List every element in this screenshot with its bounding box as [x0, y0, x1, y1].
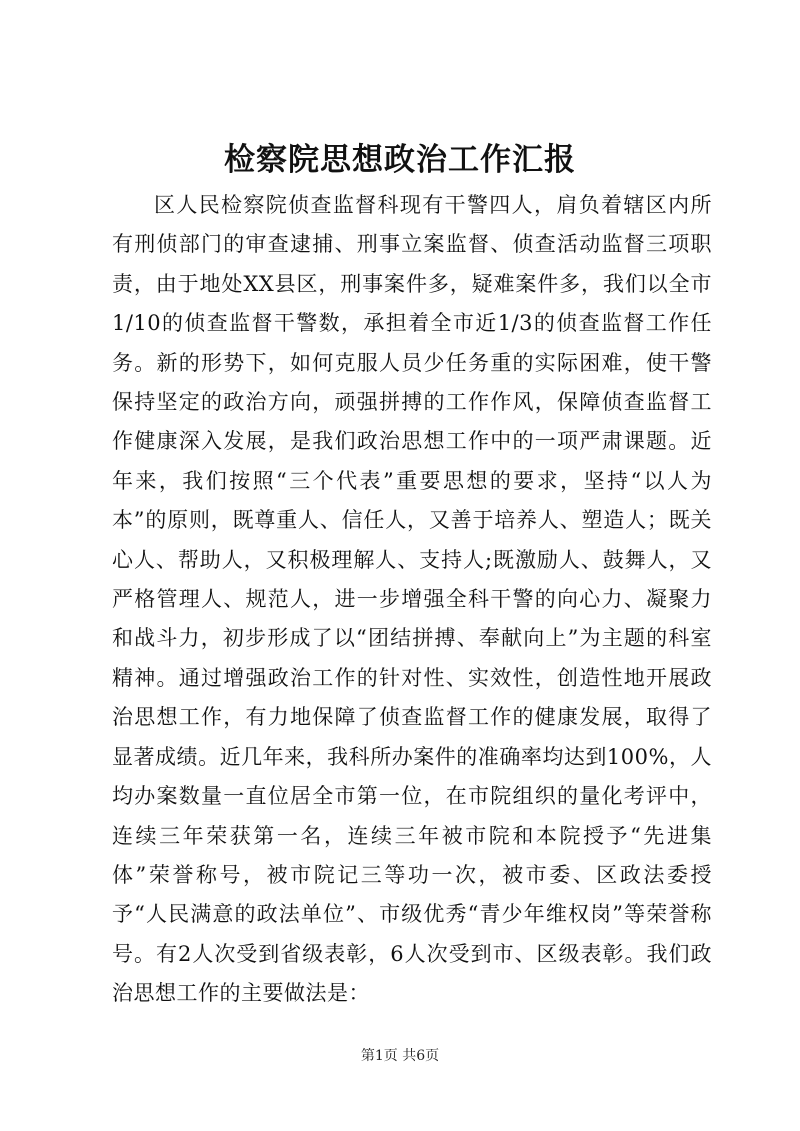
document-title: 检察院思想政治工作汇报 — [224, 142, 576, 178]
page-footer: 第1页 共6页 — [360, 1048, 440, 1064]
body-paragraph: 区人民检察院侦查监督科现有干警四人，肩负着辖区内所有刑侦部门的审查逮捕、刑事立案监督、侦查活动监督三项职责，由于地处XX县区，刑事案件多，疑难案件多，我们以全市1/10的侦查监督干警数，承担着全市近1/3的侦查监督工作任务。新的形势下，如何克服人员少任务重的实际困难，使干警保持坚定的政治方向，顽强拼搏的工作作风，保障侦查监督工作健康深入发展，是我们政治思想工作中的一项严肃课题。近年来，我们按照“三个代表”重要思想的要求，坚持“以人为本”的原则，既尊重人、信任人，又善于培养人、塑造人；既关心人、帮助人，又积极理解人、支持人;既激励人、鼓舞人，又严格管理人、规范人，进一步增强全科干警的向心力、凝聚力和战斗力，初步形成了以“团结拼搏、奉献向上”为主题的科室精神。通过增强政治工作的针对性、实效性，创造性地开展政治思想工作，有力地保障了侦查监督工作的健康发展，取得了显著成绩。近几年来，我科所办案件的准确率均达到100%，人均办案数量一直位居全市第一位，在市院组织的量化考评中，连续三年荣获第一名，连续三年被市院和本院授予“先进集体”荣誉称号，被市院记三等功一次，被市委、区政法委授予“人民满意的政法单位”、市级优秀“青少年维权岗”等荣誉称号。有2人次受到省级表彰，6人次受到市、区级表彰。我们政治思想工作的主要做法是： — [112, 193, 712, 1006]
